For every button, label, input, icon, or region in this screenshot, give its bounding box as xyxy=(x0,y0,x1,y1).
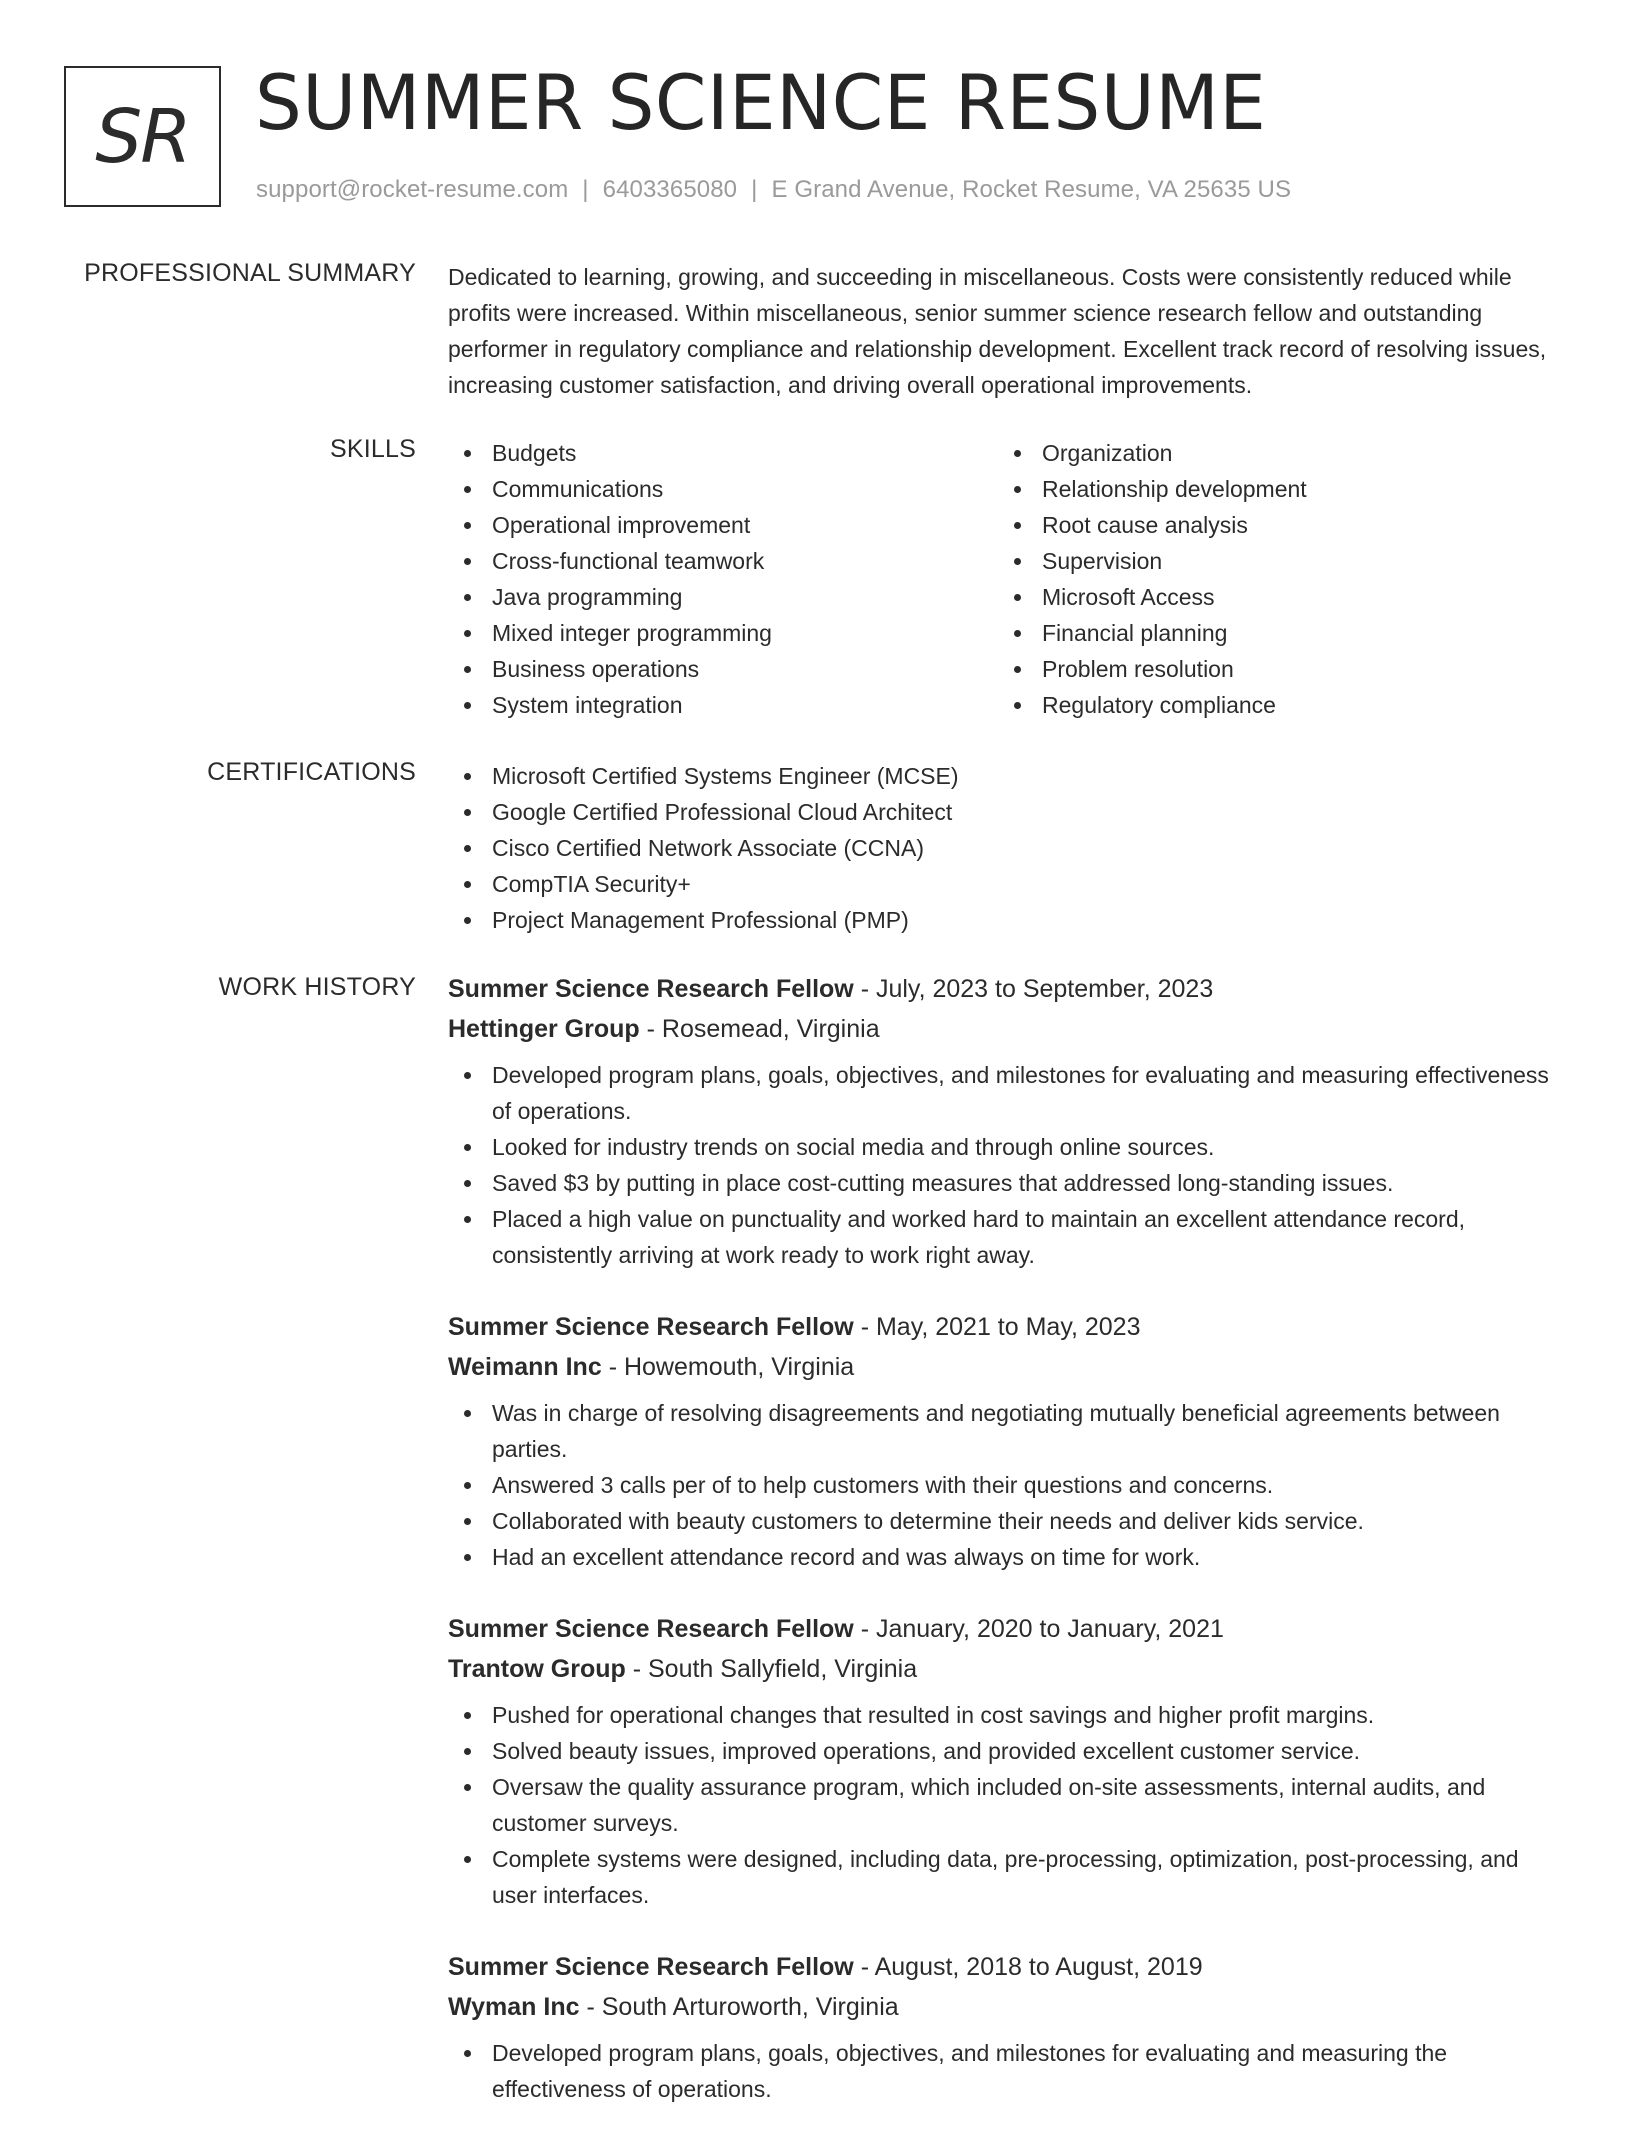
section-content-certifications xyxy=(448,758,1564,938)
job-company-line xyxy=(448,1987,1564,2027)
certification-item: CompTIA Security+ xyxy=(448,866,1564,902)
job-title-line xyxy=(448,969,1564,1009)
skill-item: Cross-functional teamwork xyxy=(448,543,998,579)
job-bullet: Complete systems were designed, including data, pre-processing, optimization, post-processing, and user interfaces. xyxy=(448,1841,1564,1913)
job-title-line xyxy=(448,1609,1564,1649)
skills-list-right xyxy=(998,435,1548,723)
job-company-line xyxy=(448,1009,1564,1049)
certification-item: Google Certified Professional Cloud Architect xyxy=(448,794,1564,830)
skill-item: Problem resolution xyxy=(998,651,1548,687)
skill-item: Organization xyxy=(998,435,1548,471)
section-label-work-history: WORK HISTORY xyxy=(218,973,416,1001)
job-location: - South Sallyfield, Virginia xyxy=(625,1655,918,1683)
contact-address: E Grand Avenue, Rocket Resume, VA 25635 US xyxy=(771,176,1292,203)
skill-item: Microsoft Access xyxy=(998,579,1548,615)
job-title: Summer Science Research Fellow xyxy=(448,1953,854,1981)
contact-phone[interactable]: 6403365080 xyxy=(602,176,738,203)
skill-item: Financial planning xyxy=(998,615,1548,651)
summary-text: Dedicated to learning, growing, and succeeding in miscellaneous. Costs were consistently reduced while profits were increased. Within miscellaneous, senior summer science research fellow and outstanding performer in regulatory compliance and relationship development. Excellent track record of resolving issues, increasing customer satisfaction, and driving overall operational improvements. xyxy=(448,264,1547,398)
job-bullet: Collaborated with beauty customers to determine their needs and deliver kids service. xyxy=(448,1503,1564,1539)
job-bullets xyxy=(448,1395,1564,1575)
skill-item: Java programming xyxy=(448,579,998,615)
job-bullet: Had an excellent attendance record and was always on time for work. xyxy=(448,1539,1564,1575)
section-label-summary: PROFESSIONAL SUMMARY xyxy=(84,259,416,287)
job-title: Summer Science Research Fellow xyxy=(448,975,854,1003)
resume-header xyxy=(64,58,1592,216)
job-bullet: Developed program plans, goals, objectives, and milestones for evaluating and measuring the effectiveness of operations. xyxy=(448,2035,1564,2107)
job-location: - Howemouth, Virginia xyxy=(601,1353,855,1381)
job-dates: - August, 2018 to August, 2019 xyxy=(853,1953,1203,1981)
job-company: Wyman Inc xyxy=(448,1993,580,2021)
job-dates: - July, 2023 to September, 2023 xyxy=(853,975,1214,1003)
job-entry xyxy=(448,1609,1564,1913)
skill-item: System integration xyxy=(448,687,998,723)
job-bullet: Saved $3 by putting in place cost-cutting measures that addressed long-standing issues. xyxy=(448,1165,1564,1201)
job-bullet: Developed program plans, goals, objectives, and milestones for evaluating and measuring effectiveness of operations. xyxy=(448,1057,1564,1129)
job-company-line xyxy=(448,1347,1564,1387)
job-entry xyxy=(448,1947,1564,2107)
job-company-line xyxy=(448,1649,1564,1689)
skill-item: Root cause analysis xyxy=(998,507,1548,543)
contact-line xyxy=(256,176,1291,204)
skill-item: Regulatory compliance xyxy=(998,687,1548,723)
contact-separator: | xyxy=(751,176,758,203)
job-company: Weimann Inc xyxy=(448,1353,602,1381)
job-bullet: Oversaw the quality assurance program, which included on-site assessments, internal audits, and customer surveys. xyxy=(448,1769,1564,1841)
certifications-list xyxy=(448,758,1564,938)
job-dates: - January, 2020 to January, 2021 xyxy=(853,1615,1224,1643)
job-bullet: Pushed for operational changes that resulted in cost savings and higher profit margins. xyxy=(448,1697,1564,1733)
skill-item: Communications xyxy=(448,471,998,507)
job-bullets xyxy=(448,1697,1564,1913)
work-history-list xyxy=(448,969,1564,2141)
job-bullets xyxy=(448,1057,1564,1273)
certification-item: Project Management Professional (PMP) xyxy=(448,902,1564,938)
job-title-line xyxy=(448,1307,1564,1347)
job-entry xyxy=(448,969,1564,1273)
job-entry xyxy=(448,1307,1564,1575)
job-bullet: Placed a high value on punctuality and worked hard to maintain an excellent attendance record, consistently arriving at work ready to work right away. xyxy=(448,1201,1564,1273)
skill-item: Mixed integer programming xyxy=(448,615,998,651)
monogram-logo: SR xyxy=(64,66,221,207)
resume-name: SUMMER SCIENCE RESUME xyxy=(255,58,1267,147)
job-bullet: Looked for industry trends on social media and through online sources. xyxy=(448,1129,1564,1165)
contact-email[interactable]: support@rocket-resume.com xyxy=(256,176,569,203)
certification-item: Cisco Certified Network Associate (CCNA) xyxy=(448,830,1564,866)
skills-columns xyxy=(448,435,1564,723)
skill-item: Relationship development xyxy=(998,471,1548,507)
skills-list-left xyxy=(448,435,998,723)
job-title: Summer Science Research Fellow xyxy=(448,1615,854,1643)
job-bullet: Was in charge of resolving disagreements and negotiating mutually beneficial agreements between parties. xyxy=(448,1395,1564,1467)
job-location: - Rosemead, Virginia xyxy=(639,1015,880,1043)
section-label-certifications: CERTIFICATIONS xyxy=(207,758,416,786)
job-company: Trantow Group xyxy=(448,1655,626,1683)
job-bullets xyxy=(448,2035,1564,2107)
job-company: Hettinger Group xyxy=(448,1015,640,1043)
job-title-line xyxy=(448,1947,1564,1987)
job-bullet: Answered 3 calls per of to help customers with their questions and concerns. xyxy=(448,1467,1564,1503)
job-title: Summer Science Research Fellow xyxy=(448,1313,854,1341)
skill-item: Operational improvement xyxy=(448,507,998,543)
certification-item: Microsoft Certified Systems Engineer (MCSE) xyxy=(448,758,1564,794)
skill-item: Budgets xyxy=(448,435,998,471)
job-dates: - May, 2021 to May, 2023 xyxy=(853,1313,1141,1341)
section-content-summary xyxy=(448,259,1564,403)
section-label-skills: SKILLS xyxy=(330,435,416,463)
skill-item: Business operations xyxy=(448,651,998,687)
contact-separator: | xyxy=(582,176,589,203)
skill-item: Supervision xyxy=(998,543,1548,579)
job-bullet: Solved beauty issues, improved operations, and provided excellent customer service. xyxy=(448,1733,1564,1769)
job-location: - South Arturoworth, Virginia xyxy=(579,1993,899,2021)
